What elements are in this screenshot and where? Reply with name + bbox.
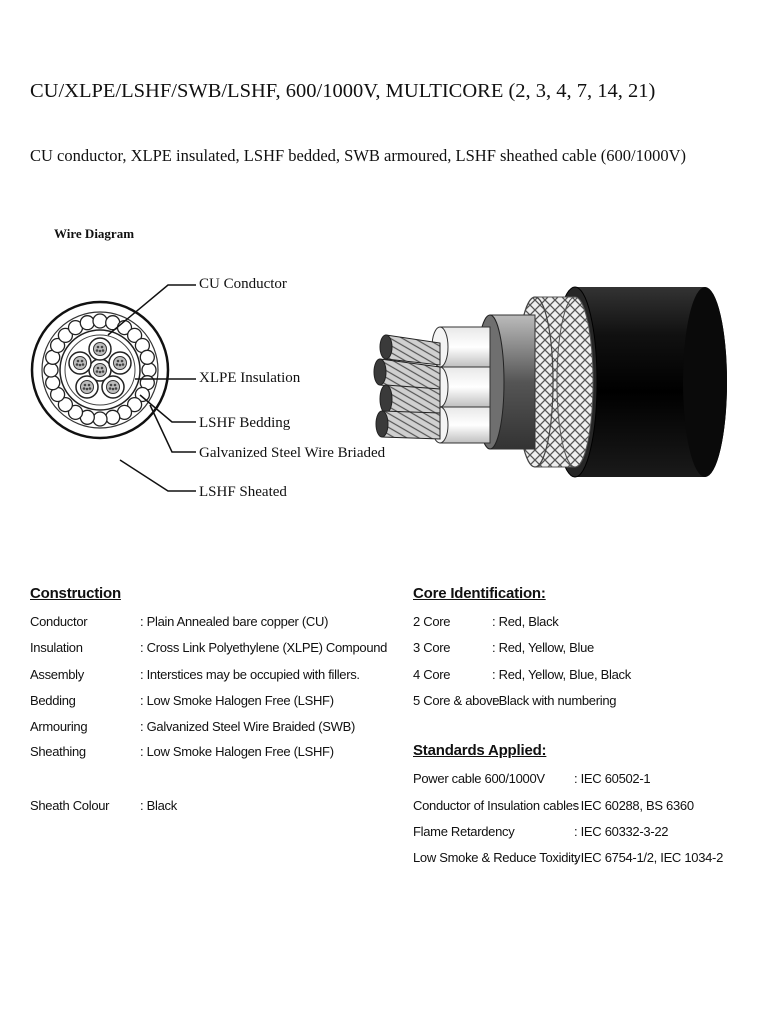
wire-diagram-heading: Wire Diagram bbox=[54, 226, 135, 241]
construction-label: Insulation bbox=[30, 640, 83, 655]
standards-heading: Standards Applied: bbox=[413, 742, 547, 759]
core-label: 4 Core bbox=[413, 667, 451, 682]
construction-label: Armouring bbox=[30, 719, 88, 734]
label-lshf-sheath: LSHF Sheated bbox=[199, 484, 287, 500]
construction-label: Assembly bbox=[30, 667, 84, 682]
core-label: 2 Core bbox=[413, 614, 451, 629]
cable-illustration bbox=[0, 255, 768, 515]
standard-value: : IEC 60332-3-22 bbox=[574, 824, 669, 839]
wire-diagram bbox=[0, 255, 768, 515]
label-steel-wire-braid: Galvanized Steel Wire Briaded bbox=[199, 445, 386, 461]
page-subtitle: CU conductor, XLPE insulated, LSHF bedded, SWB armoured, LSHF sheathed cable (600/1000V) bbox=[30, 146, 687, 165]
construction-value: : Interstices may be occupied with fillers. bbox=[140, 667, 360, 682]
construction-value: : Cross Link Polyethylene (XLPE) Compound bbox=[140, 640, 388, 655]
construction-label: Sheathing bbox=[30, 744, 86, 759]
standard-label: Conductor of Insulation cables bbox=[413, 798, 579, 813]
construction-value: : Galvanized Steel Wire Braided (SWB) bbox=[140, 719, 356, 734]
core-value: : Red, Black bbox=[492, 614, 559, 629]
core-value: : Red, Yellow, Blue, Black bbox=[492, 667, 631, 682]
sheath-colour-value: : Black bbox=[140, 798, 177, 813]
core-identification-heading: Core Identification: bbox=[413, 585, 546, 602]
sheath-colour-label: Sheath Colour bbox=[30, 798, 110, 813]
standard-label: Flame Retardency bbox=[413, 824, 515, 839]
standard-value: : IEC 60288, BS 6360 bbox=[574, 798, 694, 813]
construction-value: : Plain Annealed bare copper (CU) bbox=[140, 614, 329, 629]
cross-section bbox=[32, 302, 168, 438]
label-xlpe-insulation: XLPE Insulation bbox=[199, 370, 301, 386]
construction-label: Conductor bbox=[30, 614, 88, 629]
core-label: 3 Core bbox=[413, 640, 451, 655]
core-value: : Black with numbering bbox=[492, 693, 617, 708]
standard-label: Low Smoke & Reduce Toxidity bbox=[413, 850, 581, 865]
label-cu-conductor: CU Conductor bbox=[199, 276, 287, 292]
construction-heading: Construction bbox=[30, 585, 121, 602]
core-value: : Red, Yellow, Blue bbox=[492, 640, 594, 655]
page-title: CU/XLPE/LSHF/SWB/LSHF, 600/1000V, MULTICORE (2, 3, 4, 7, 14, 21) bbox=[30, 80, 656, 102]
standard-label: Power cable 600/1000V bbox=[413, 771, 545, 786]
standard-value: : IEC 60502-1 bbox=[574, 771, 651, 786]
construction-label: Bedding bbox=[30, 693, 76, 708]
label-lshf-bedding: LSHF Bedding bbox=[199, 415, 291, 431]
construction-value: : Low Smoke Halogen Free (LSHF) bbox=[140, 744, 334, 759]
cable-3d bbox=[374, 287, 727, 477]
standard-value: : IEC 6754-1/2, IEC 1034-2 bbox=[574, 850, 724, 865]
construction-value: : Low Smoke Halogen Free (LSHF) bbox=[140, 693, 334, 708]
core-label: 5 Core & above bbox=[413, 693, 500, 708]
